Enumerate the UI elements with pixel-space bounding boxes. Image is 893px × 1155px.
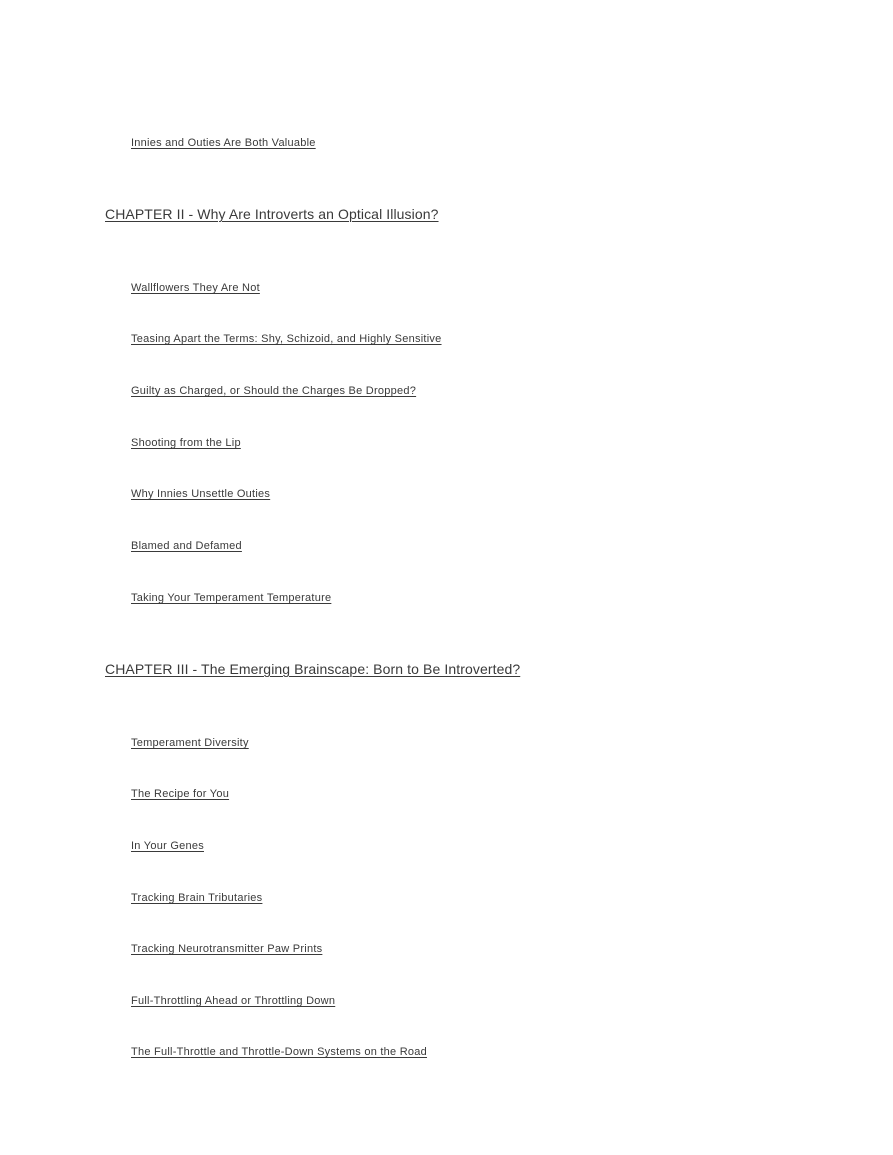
toc-section-link[interactable]: Guilty as Charged, or Should the Charges Be Dropped? [131, 385, 417, 397]
toc-chapter-link[interactable]: CHAPTER II - Why Are Introverts an Optical Illusion? [105, 206, 439, 222]
toc-section-link[interactable]: Teasing Apart the Terms: Shy, Schizoid, and Highly Sensitive [131, 333, 442, 345]
toc-section-link[interactable]: Taking Your Temperament Temperature [131, 592, 332, 604]
toc-section-link[interactable]: The Recipe for You [131, 788, 230, 800]
toc-section-link[interactable]: Temperament Diversity [131, 737, 249, 749]
toc-section-link[interactable]: The Full-Throttle and Throttle-Down Systems on the Road [131, 1046, 428, 1058]
toc-section-link[interactable]: Why Innies Unsettle Outies [131, 488, 271, 500]
toc-chapter-link[interactable]: CHAPTER III - The Emerging Brainscape: Born to Be Introverted? [105, 661, 521, 677]
toc-section-link[interactable]: Blamed and Defamed [131, 540, 242, 552]
toc-section-link[interactable]: In Your Genes [131, 840, 204, 852]
toc-section-link[interactable]: Innies and Outies Are Both Valuable [131, 137, 316, 149]
page-cutoff [0, 1043, 893, 1058]
toc-section-link[interactable]: Wallflowers They Are Not [131, 282, 260, 294]
toc-section-link[interactable]: Full-Throttling Ahead or Throttling Down [131, 995, 336, 1007]
toc-section-link[interactable]: Shooting from the Lip [131, 437, 241, 449]
toc-section-link[interactable]: Tracking Neurotransmitter Paw Prints [131, 943, 323, 955]
toc-section-link[interactable]: Tracking Brain Tributaries [131, 892, 263, 904]
